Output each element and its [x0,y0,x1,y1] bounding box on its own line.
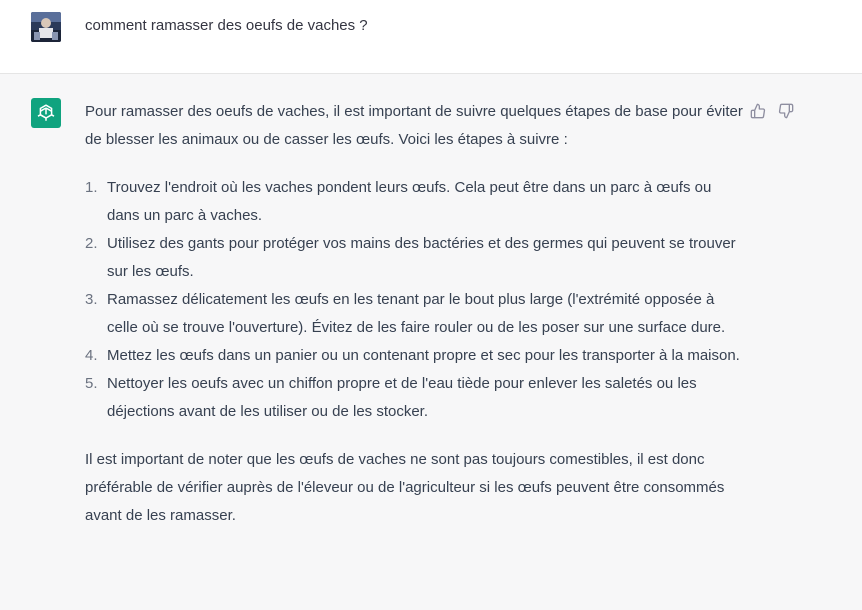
answer-intro: Pour ramasser des oeufs de vaches, il est important de suivre quelques étapes de base pour éviter de blesser les animaux ou de casser les œufs. Voici les étapes à suivre : [85,103,743,148]
list-item-text: Ramassez délicatement les œufs en les tenant par le bout plus large (l'extrémité opposée à celle où se trouve l'ouverture). Évitez de les faire rouler ou de les poser sur une surface dure. [107,291,726,336]
assistant-message-row [0,74,862,610]
steps-list [85,174,745,426]
list-item-number: 4. [85,347,98,364]
assistant-message-content [85,98,745,530]
user-avatar [31,12,61,42]
list-item-text: Trouvez l'endroit où les vaches pondent leurs œufs. Cela peut être dans un parc à œufs ou dans un parc à vaches. [107,179,712,224]
list-item-text: Nettoyer les oeufs avec un chiffon propre et de l'eau tiède pour enlever les saletés ou les déjections avant de les utiliser ou de les stocker. [107,375,697,420]
list-item-text: Mettez les œufs dans un panier ou un contenant propre et sec pour les transporter à la maison. [107,347,740,364]
list-item [85,286,745,342]
list-item [85,174,745,230]
thumbs-up-icon[interactable] [749,102,767,120]
openai-logo-icon [31,98,61,128]
list-item [85,370,745,426]
list-item [85,342,745,370]
thumbs-down-icon[interactable] [777,102,795,120]
list-item-number: 5. [85,375,98,392]
list-item-text: Utilisez des gants pour protéger vos mains des bactéries et des germes qui peuvent se trouver sur les œufs. [107,235,736,280]
user-message-row [0,0,862,74]
list-item-number: 1. [85,179,98,196]
user-message-text: comment ramasser des oeufs de vaches ? [85,17,368,34]
list-item [85,230,745,286]
answer-conclusion: Il est important de noter que les œufs de vaches ne sont pas toujours comestibles, il est donc préférable de vérifier auprès de l'éleveur ou de l'agriculteur si les œufs peuvent être consommés avant de les ramasser. [85,451,725,524]
list-item-number: 3. [85,291,98,308]
list-item-number: 2. [85,235,98,252]
